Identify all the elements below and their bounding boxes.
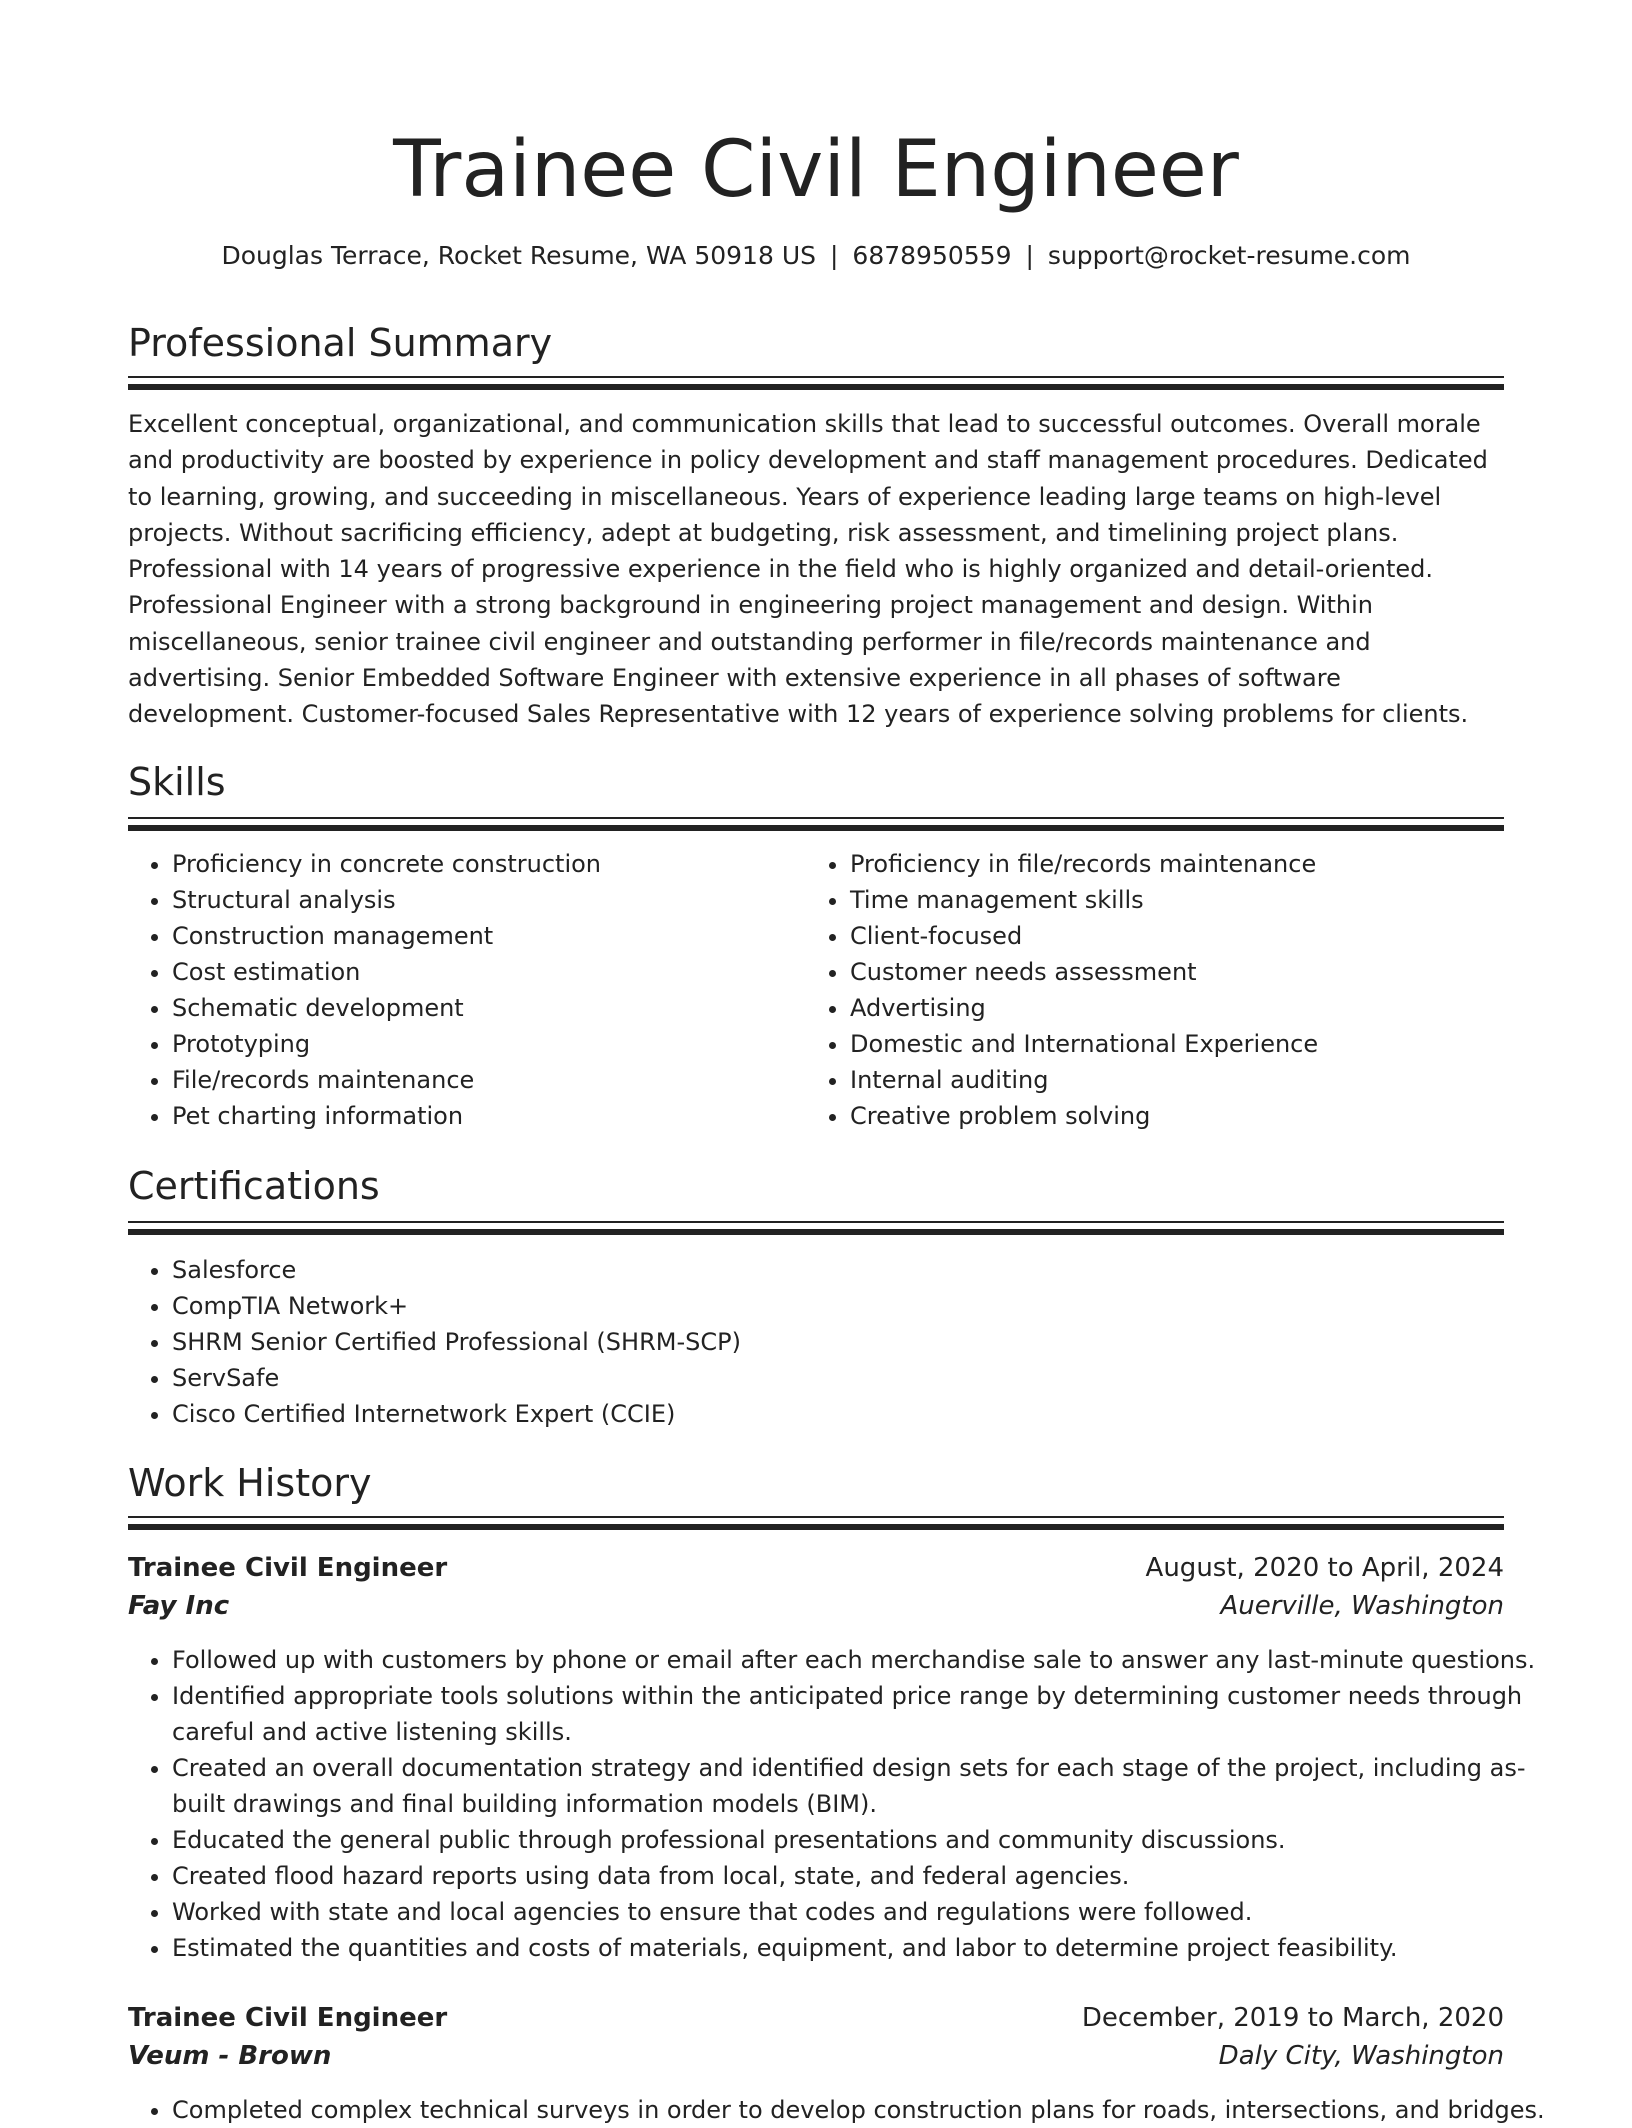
summary-heading: Professional Summary [128,321,553,365]
skill-item: • Creative problem solving [850,1098,1548,1134]
job-company: Veum - Brown [128,2041,332,2071]
certification-item: • Salesforce [172,1252,1548,1288]
job-bullet: • Estimated the quantities and costs of materials, equipment, and labor to determine project feasibility. [172,1930,1548,1966]
skill-item: • Customer needs assessment [850,954,1548,990]
skill-item: • Structural analysis [172,882,802,918]
job-header [128,1549,1504,1625]
skills-list-right [806,846,1548,1134]
skill-item: • Construction management [172,918,802,954]
skill-item: • Prototyping [172,1026,802,1062]
job-location: Daly City, Washington [1218,2041,1504,2071]
certifications-heading: Certifications [128,1164,380,1208]
certification-item: • SHRM Senior Certified Professional (SHRM-SCP) [172,1324,1548,1360]
skill-item: • Proficiency in concrete construction [172,846,802,882]
certification-item: • Cisco Certified Internetwork Expert (CCIE) [172,1396,1548,1432]
skills-heading: Skills [128,760,226,804]
contact-address: Douglas Terrace, Rocket Resume, WA 50918 US [221,241,816,270]
job-title: Trainee Civil Engineer [128,2003,448,2033]
skill-item: • Client-focused [850,918,1548,954]
certification-item: • CompTIA Network+ [172,1288,1548,1324]
job-header [128,1999,1504,2075]
job-bullet: • Created flood hazard reports using data from local, state, and federal agencies. [172,1858,1548,1894]
job-bullet: • Completed complex technical surveys in order to develop construction plans for roads, intersections, and bridges. [172,2092,1548,2128]
contact-email: support@rocket-resume.com [1047,241,1411,270]
skill-item: • Proficiency in file/records maintenance [850,846,1548,882]
job-bullet: • Followed up with customers by phone or email after each merchandise sale to answer any last-minute questions. [172,1642,1548,1678]
section-divider [128,817,1504,831]
section-divider [128,1221,1504,1235]
summary-text: Excellent conceptual, organizational, and communication skills that lead to successful outcomes. Overall morale and productivity are boosted by experience in policy development and staff management procedures. Dedicated to learning, growing, and succeeding in miscellaneous. Years of experience leading large teams on high-level projects. Without sacrificing efficiency, adept at budgeting, risk assessment, and timelining project plans. Professional with 14 years of progressive experience in the field who is highly organized and detail-oriented. Professional Engineer with a strong background in engineering project management and design. Within miscellaneous, senior trainee civil engineer and outstanding performer in file/records maintenance and advertising. Senior Embedded Software Engineer with extensive experience in all phases of software development. Customer-focused Sales Representative with 12 years of experience solving problems for clients. [128,410,1488,729]
job-location: Auerville, Washington [1220,1591,1504,1621]
skill-item: • Advertising [850,990,1548,1026]
job-company: Fay Inc [128,1591,230,1621]
contact-line [0,238,1632,274]
skill-item: • Domestic and International Experience [850,1026,1548,1062]
skill-item: • Cost estimation [172,954,802,990]
job-bullet: • Educated the general public through professional presentations and community discussions. [172,1822,1548,1858]
certifications-list [128,1252,1548,1432]
contact-phone: 6878950559 [852,241,1012,270]
job-title: Trainee Civil Engineer [128,1553,448,1583]
section-divider [128,376,1504,390]
work-history-heading: Work History [128,1461,372,1505]
certification-item: • ServSafe [172,1360,1548,1396]
resume-title: Trainee Civil Engineer [393,125,1239,215]
job-bullets [128,2092,1548,2128]
job-bullet: • Created an overall documentation strategy and identified design sets for each stage of the project, including as-built drawings and final building information models (BIM). [172,1750,1548,1822]
contact-separator: | [829,241,839,270]
contact-separator: | [1025,241,1034,270]
job-dates: August, 2020 to April, 2024 [1145,1553,1504,1583]
skill-item: • Schematic development [172,990,802,1026]
skill-item: • Internal auditing [850,1062,1548,1098]
job-bullets [128,1642,1548,1966]
job-bullet: • Identified appropriate tools solutions within the anticipated price range by determining customer needs through careful and active listening skills. [172,1678,1548,1750]
job-dates: December, 2019 to March, 2020 [1081,2003,1504,2033]
skills-list-left [128,846,802,1134]
section-divider [128,1516,1504,1530]
skill-item: • Pet charting information [172,1098,802,1134]
job-bullet: • Worked with state and local agencies to ensure that codes and regulations were followed. [172,1894,1548,1930]
skill-item: • File/records maintenance [172,1062,802,1098]
skill-item: • Time management skills [850,882,1548,918]
